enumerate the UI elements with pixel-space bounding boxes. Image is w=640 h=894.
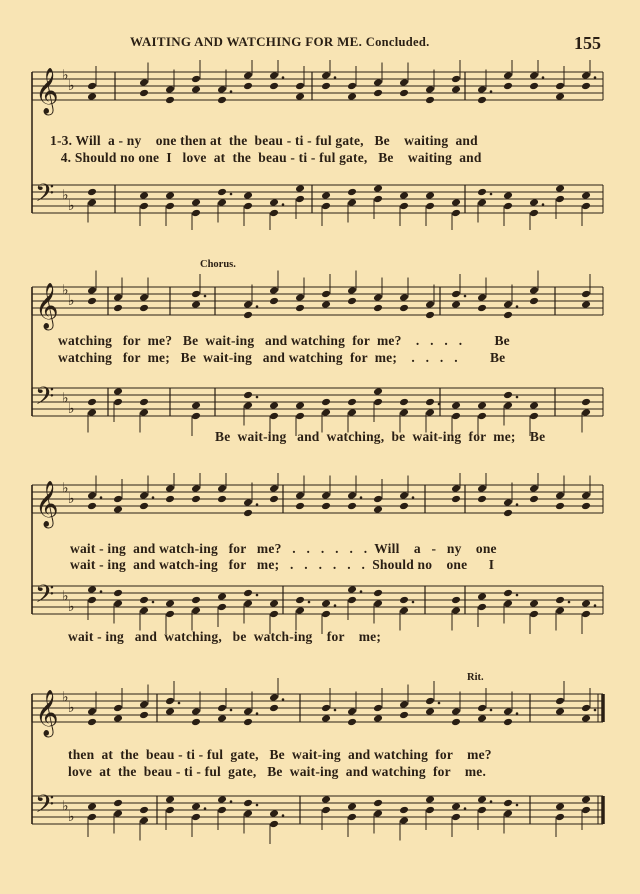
note-chord <box>581 599 596 634</box>
lyric-line-4-verse-b: love at the beau - ti - ful gate, Be wait-ing and watching for me. <box>68 764 487 779</box>
note-chord <box>321 476 331 511</box>
flat-sign-icon: ♭ <box>62 481 69 497</box>
note-chord <box>373 479 383 514</box>
note-chord <box>165 473 175 503</box>
note-chord <box>373 688 383 723</box>
lyric-line-3-bass: wait - ing and watching, be watch-ing for me; <box>68 629 382 644</box>
note-chord <box>503 692 518 727</box>
rit-marking: Rit. <box>467 672 484 683</box>
lyric-line-2-bass: Be wait-ing and watching, be wait-ing for me; Be <box>215 429 546 444</box>
note-chord <box>87 271 97 306</box>
chorus-marking: Chorus. <box>200 259 236 270</box>
note-chord <box>555 66 565 101</box>
note-chord <box>477 70 492 105</box>
bass-staff <box>32 382 603 436</box>
note-chord <box>295 596 310 631</box>
note-chord <box>373 799 383 834</box>
note-chord <box>399 63 409 98</box>
note-chord <box>243 483 258 518</box>
treble-staff <box>32 271 603 332</box>
note-chord <box>243 391 258 426</box>
note-chord <box>113 589 123 624</box>
bass-staff <box>32 790 603 844</box>
flat-sign-icon: ♭ <box>62 68 69 84</box>
flat-sign-icon: ♭ <box>62 690 69 706</box>
note-chord <box>243 285 258 320</box>
note-chord <box>425 795 435 830</box>
note-chord <box>269 809 284 844</box>
note-chord <box>555 681 565 716</box>
note-chord <box>347 188 357 223</box>
bass-clef-icon: 𝄢 <box>35 179 55 214</box>
page-title <box>130 34 430 50</box>
lyric-line-1-verse-a: 1-3. Will a - ny one then at the beau - ti - ful gate, Be waiting and <box>50 133 478 148</box>
note-chord <box>113 799 123 834</box>
note-chord <box>139 191 149 226</box>
note-chord <box>555 476 565 511</box>
note-chord <box>139 398 149 433</box>
note-chord <box>425 70 435 105</box>
note-chord <box>503 799 518 834</box>
note-chord <box>295 66 305 101</box>
note-chord <box>217 473 227 503</box>
title-subtitle: Concluded. <box>365 35 430 49</box>
note-chord <box>191 60 201 94</box>
note-chord <box>165 70 175 105</box>
note-chord <box>477 795 492 830</box>
flat-sign-icon: ♭ <box>68 199 75 214</box>
note-chord <box>165 191 175 226</box>
music-system-4 <box>0 678 640 848</box>
note-chord <box>503 60 513 90</box>
lyric-line-1-verse-b: 4. Should no one I love at the beau - ti - ful gate, Be waiting and <box>50 150 482 165</box>
note-chord <box>347 585 362 620</box>
treble-staff <box>32 473 603 529</box>
note-chord <box>243 799 258 834</box>
note-chord <box>113 387 123 422</box>
note-chord <box>191 692 201 727</box>
note-chord <box>269 678 284 712</box>
note-chord <box>581 795 591 830</box>
note-chord <box>503 391 518 426</box>
note-chord <box>399 476 414 511</box>
note-chord <box>87 692 97 727</box>
note-chord <box>425 191 435 226</box>
note-chord <box>555 802 565 837</box>
note-chord <box>191 473 201 503</box>
note-chord <box>581 398 591 433</box>
note-chord <box>581 191 591 226</box>
note-chord <box>503 589 518 624</box>
note-chord <box>503 483 518 518</box>
note-chord <box>477 278 487 313</box>
treble-staff <box>32 60 603 116</box>
bass-clef-icon: 𝄢 <box>35 382 55 417</box>
note-chord <box>399 278 409 313</box>
note-chord <box>113 688 123 723</box>
note-chord <box>87 585 102 620</box>
flat-sign-icon: ♭ <box>68 492 75 507</box>
treble-staff <box>32 678 603 738</box>
lyric-line-2-verse-b: watching for me; Be wait-ing and watching for me; . . . . Be <box>58 350 506 365</box>
flat-sign-icon: ♭ <box>68 294 75 309</box>
note-chord <box>217 688 232 723</box>
note-chord <box>555 184 565 219</box>
note-chord <box>321 688 336 723</box>
note-chord <box>295 476 305 511</box>
note-chord <box>217 70 232 105</box>
flat-sign-icon: ♭ <box>62 283 69 299</box>
note-chord <box>321 274 331 309</box>
note-chord <box>529 599 539 634</box>
flat-sign-icon: ♭ <box>68 79 75 94</box>
note-chord <box>243 60 253 90</box>
note-chord <box>191 198 201 230</box>
flat-sign-icon: ♭ <box>62 799 69 815</box>
note-chord <box>451 60 461 94</box>
flat-sign-icon: ♭ <box>62 589 69 605</box>
bass-clef-icon: 𝄢 <box>35 580 55 615</box>
note-chord <box>191 274 206 309</box>
note-chord <box>347 398 357 433</box>
note-chord <box>87 476 102 511</box>
note-chord <box>399 191 409 226</box>
note-chord <box>165 681 180 716</box>
bass-staff <box>32 179 603 230</box>
note-chord <box>477 688 492 723</box>
lyric-line-3-verse-a: wait - ing and watch-ing for me? . . . . . . Will a - ny one <box>70 541 497 556</box>
title-text: WAITING AND WATCHING FOR ME. <box>130 34 363 49</box>
treble-clef-icon: 𝄞 <box>35 68 59 114</box>
note-chord <box>399 596 414 631</box>
note-chord <box>243 191 253 226</box>
note-chord <box>373 63 383 98</box>
note-chord <box>347 271 357 306</box>
note-chord <box>425 681 440 716</box>
note-chord <box>269 198 284 230</box>
note-chord <box>451 692 461 727</box>
note-chord <box>191 596 201 631</box>
note-chord <box>399 398 409 433</box>
note-chord <box>373 589 383 624</box>
note-chord <box>243 589 258 624</box>
note-chord <box>477 592 487 627</box>
note-chord <box>217 592 227 627</box>
note-chord <box>347 692 357 727</box>
treble-clef-icon: 𝄞 <box>35 690 59 736</box>
page-number: 155 <box>574 33 601 53</box>
note-chord <box>139 596 154 631</box>
note-chord <box>529 271 539 306</box>
note-chord <box>191 401 201 436</box>
note-chord <box>295 278 305 313</box>
note-chord <box>87 188 97 223</box>
note-chord <box>477 188 492 223</box>
note-chord <box>113 479 123 514</box>
note-chord <box>451 473 461 503</box>
bass-clef-icon: 𝄢 <box>35 790 55 825</box>
note-chord <box>347 476 362 511</box>
note-chord <box>581 476 591 511</box>
flat-sign-icon: ♭ <box>68 600 75 615</box>
note-chord <box>555 596 570 631</box>
flat-sign-icon: ♭ <box>68 701 75 716</box>
note-chord <box>139 63 149 98</box>
note-chord <box>503 191 513 226</box>
note-chord <box>529 198 544 230</box>
note-chord <box>113 278 123 313</box>
note-chord <box>477 473 487 503</box>
note-chord <box>139 278 149 313</box>
flat-sign-icon: ♭ <box>62 391 69 407</box>
note-chord <box>503 285 518 320</box>
note-chord <box>243 692 258 727</box>
flat-sign-icon: ♭ <box>62 188 69 204</box>
note-chord <box>399 806 409 841</box>
note-chord <box>399 685 409 720</box>
lyric-line-3-verse-b: wait - ing and watch-ing for me; . . . . . . Should no one I <box>70 557 495 572</box>
treble-clef-icon: 𝄞 <box>35 481 59 527</box>
note-chord <box>139 806 149 841</box>
note-chord <box>87 66 97 101</box>
note-chord <box>581 274 591 309</box>
note-chord <box>451 802 466 837</box>
bass-staff <box>32 580 603 634</box>
flat-sign-icon: ♭ <box>68 810 75 825</box>
note-chord <box>295 184 305 219</box>
note-chord <box>321 191 331 226</box>
note-chord <box>191 802 206 837</box>
note-chord <box>373 387 383 422</box>
lyric-line-4-verse-a: then at the beau - ti - ful gate, Be wait-ing and watching for me? <box>68 747 492 762</box>
note-chord <box>425 398 440 433</box>
lyric-line-2-verse-a: watching for me? Be wait-ing and watching for me? . . . . Be <box>58 333 510 348</box>
note-chord <box>87 802 97 837</box>
note-chord <box>373 278 383 313</box>
note-chord <box>165 795 175 830</box>
note-chord <box>269 473 279 503</box>
flat-sign-icon: ♭ <box>68 402 75 417</box>
note-chord <box>581 688 596 723</box>
note-chord <box>269 271 279 306</box>
note-chord <box>321 795 331 830</box>
note-chord <box>321 398 331 433</box>
note-chord <box>529 473 539 503</box>
note-chord <box>139 685 149 720</box>
note-chord <box>451 198 461 230</box>
note-chord <box>373 184 383 219</box>
note-chord <box>347 66 357 101</box>
note-chord <box>425 285 435 320</box>
note-chord <box>217 795 232 830</box>
treble-clef-icon: 𝄞 <box>35 283 59 329</box>
note-chord <box>139 476 154 511</box>
note-chord <box>451 596 461 631</box>
note-chord <box>217 188 232 223</box>
note-chord <box>87 398 97 433</box>
note-chord <box>451 274 466 309</box>
note-chord <box>347 802 357 837</box>
